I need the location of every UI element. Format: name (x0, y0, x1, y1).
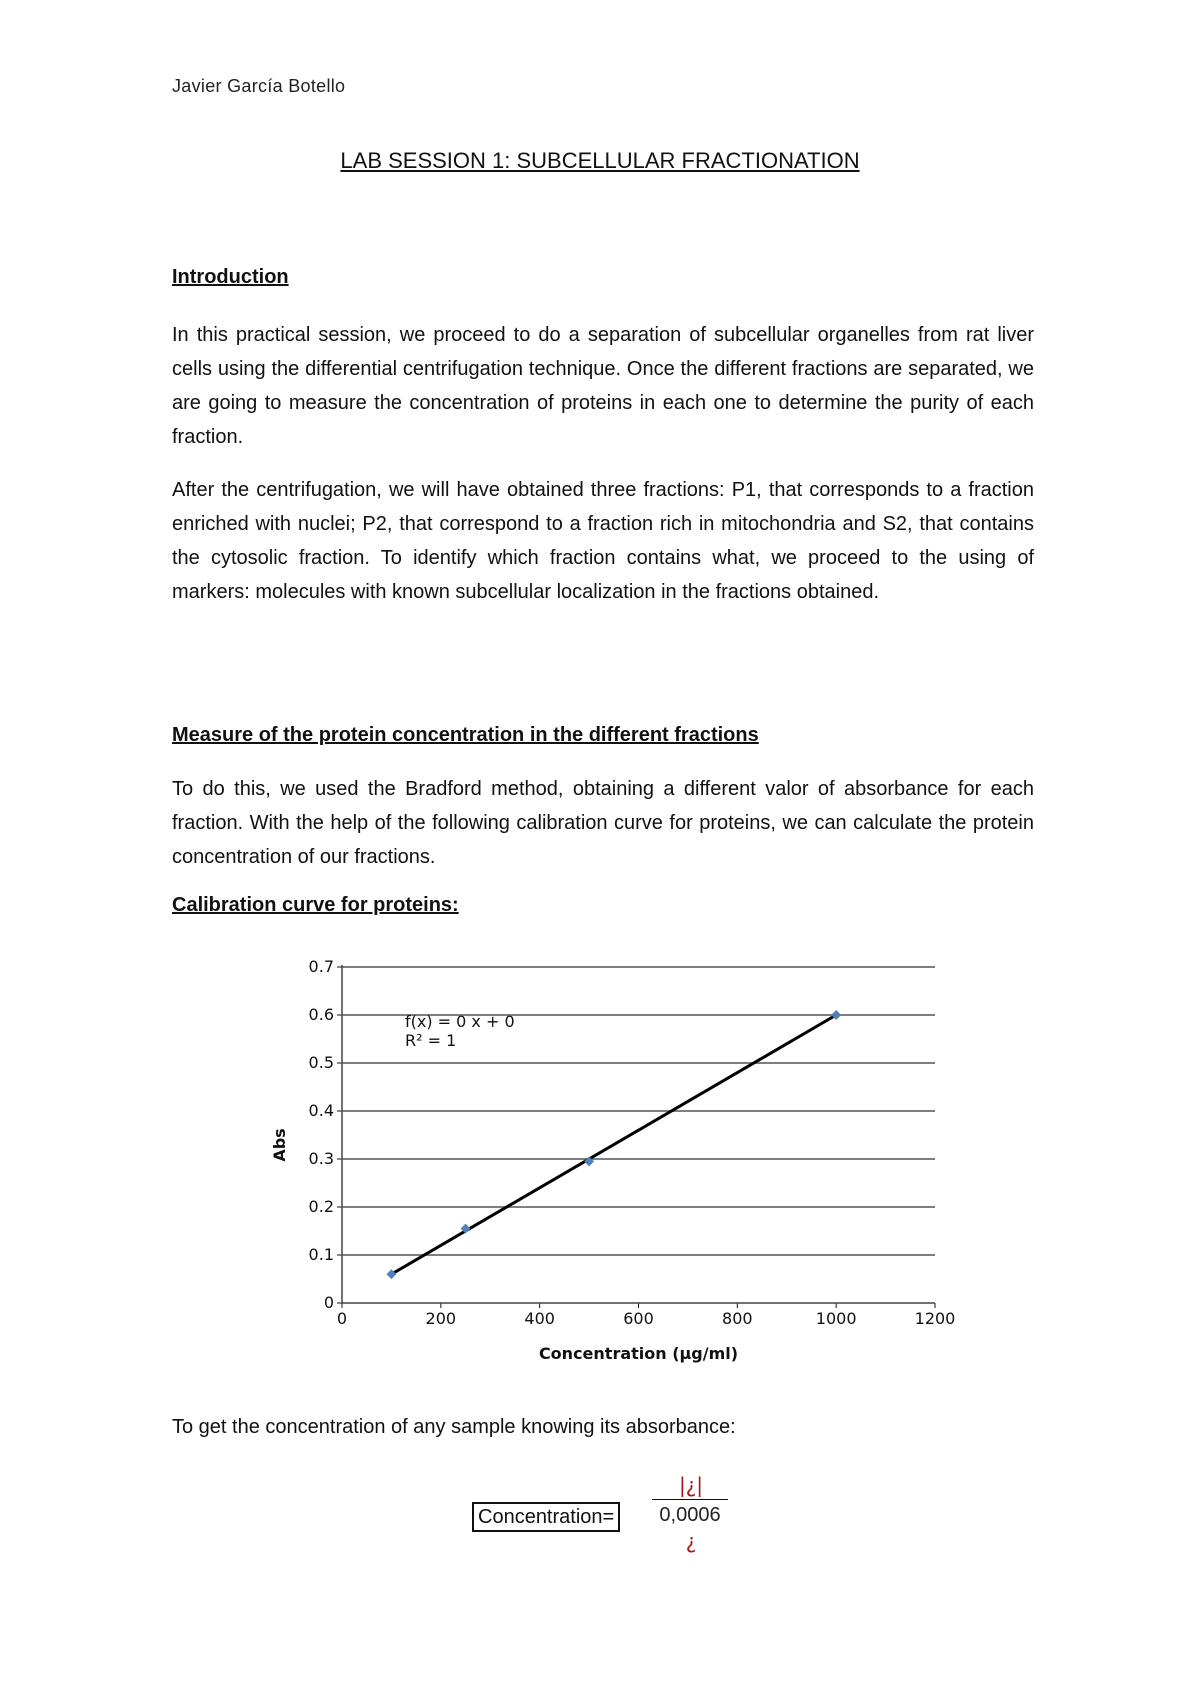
y-axis-label: Abs (270, 1128, 289, 1162)
calibration-chart (255, 945, 975, 1365)
chart-gridlines (342, 967, 935, 1255)
y-tick-label: 0 (323, 1293, 334, 1312)
x-tick-label: 200 (425, 1309, 457, 1328)
measure-heading: Measure of the protein concentration in the different fractions (172, 724, 759, 746)
formula-label-box: Concentration= (472, 1502, 620, 1532)
calibration-chart-svg (255, 945, 975, 1365)
introduction-paragraph-1: In this practical session, we proceed to do a separation of subcellular organelles from rat liver cells using the differential centrifugation technique. Once the different fractions are separated, we are going to measure the concentration of proteins in each one to determine the purity of each fraction. (172, 324, 1034, 448)
y-tick-label: 0.3 (308, 1149, 334, 1168)
x-tick-label: 1000 (815, 1309, 857, 1328)
x-axis-label: Concentration (µg/ml) (538, 1344, 739, 1363)
formula-numerator: |¿| (678, 1473, 704, 1497)
formula-denominator: 0,0006 (659, 1504, 721, 1526)
trendline-equation: f(x) = 0 x + 0 (405, 1012, 515, 1031)
x-tick-label: 600 (623, 1309, 654, 1328)
introduction-heading: Introduction (172, 266, 289, 288)
y-tick-label: 0.6 (308, 1005, 334, 1024)
concentration-formula (472, 1465, 752, 1565)
x-tick-label: 0 (336, 1309, 348, 1328)
document-title: LAB SESSION 1: SUBCELLULAR FRACTIONATION (340, 148, 860, 173)
chart-trendline-group (391, 1015, 836, 1274)
introduction-paragraph-2: After the centrifugation, we will have obtained three fractions: P1, that corresponds to a fraction enriched with nuclei; P2, that correspond to a fraction rich in mitochondria and S2, that contains the cytosolic fraction. To identify which fraction contains what, we proceed to the using of markers: molecules with known subcellular localization in the fractions obtained. (172, 479, 1034, 603)
trendline (391, 1015, 836, 1274)
formula-below-mark: ¿ (685, 1529, 697, 1553)
formula-fraction-bar (652, 1499, 728, 1500)
y-tick-label: 0.1 (308, 1245, 334, 1264)
y-tick-label: 0.2 (308, 1197, 334, 1216)
calibration-heading: Calibration curve for proteins: (172, 894, 459, 916)
y-tick-label: 0.5 (308, 1053, 334, 1072)
y-tick-label: 0.4 (308, 1101, 334, 1120)
header-author: Javier García Botello (172, 76, 346, 96)
measure-paragraph: To do this, we used the Bradford method, obtaining a different valor of absorbance for each fraction. With the help of the following calibration curve for proteins, we can calculate the protein concentration of our fractions. (172, 778, 1034, 868)
x-tick-label: 800 (722, 1309, 753, 1328)
x-tick-label: 400 (524, 1309, 555, 1328)
y-tick-label: 0.7 (308, 957, 334, 976)
concentration-sentence: To get the concentration of any sample knowing its absorbance: (172, 1416, 736, 1438)
trendline-r-squared: R² = 1 (405, 1031, 457, 1050)
x-tick-label: 1200 (914, 1309, 956, 1328)
